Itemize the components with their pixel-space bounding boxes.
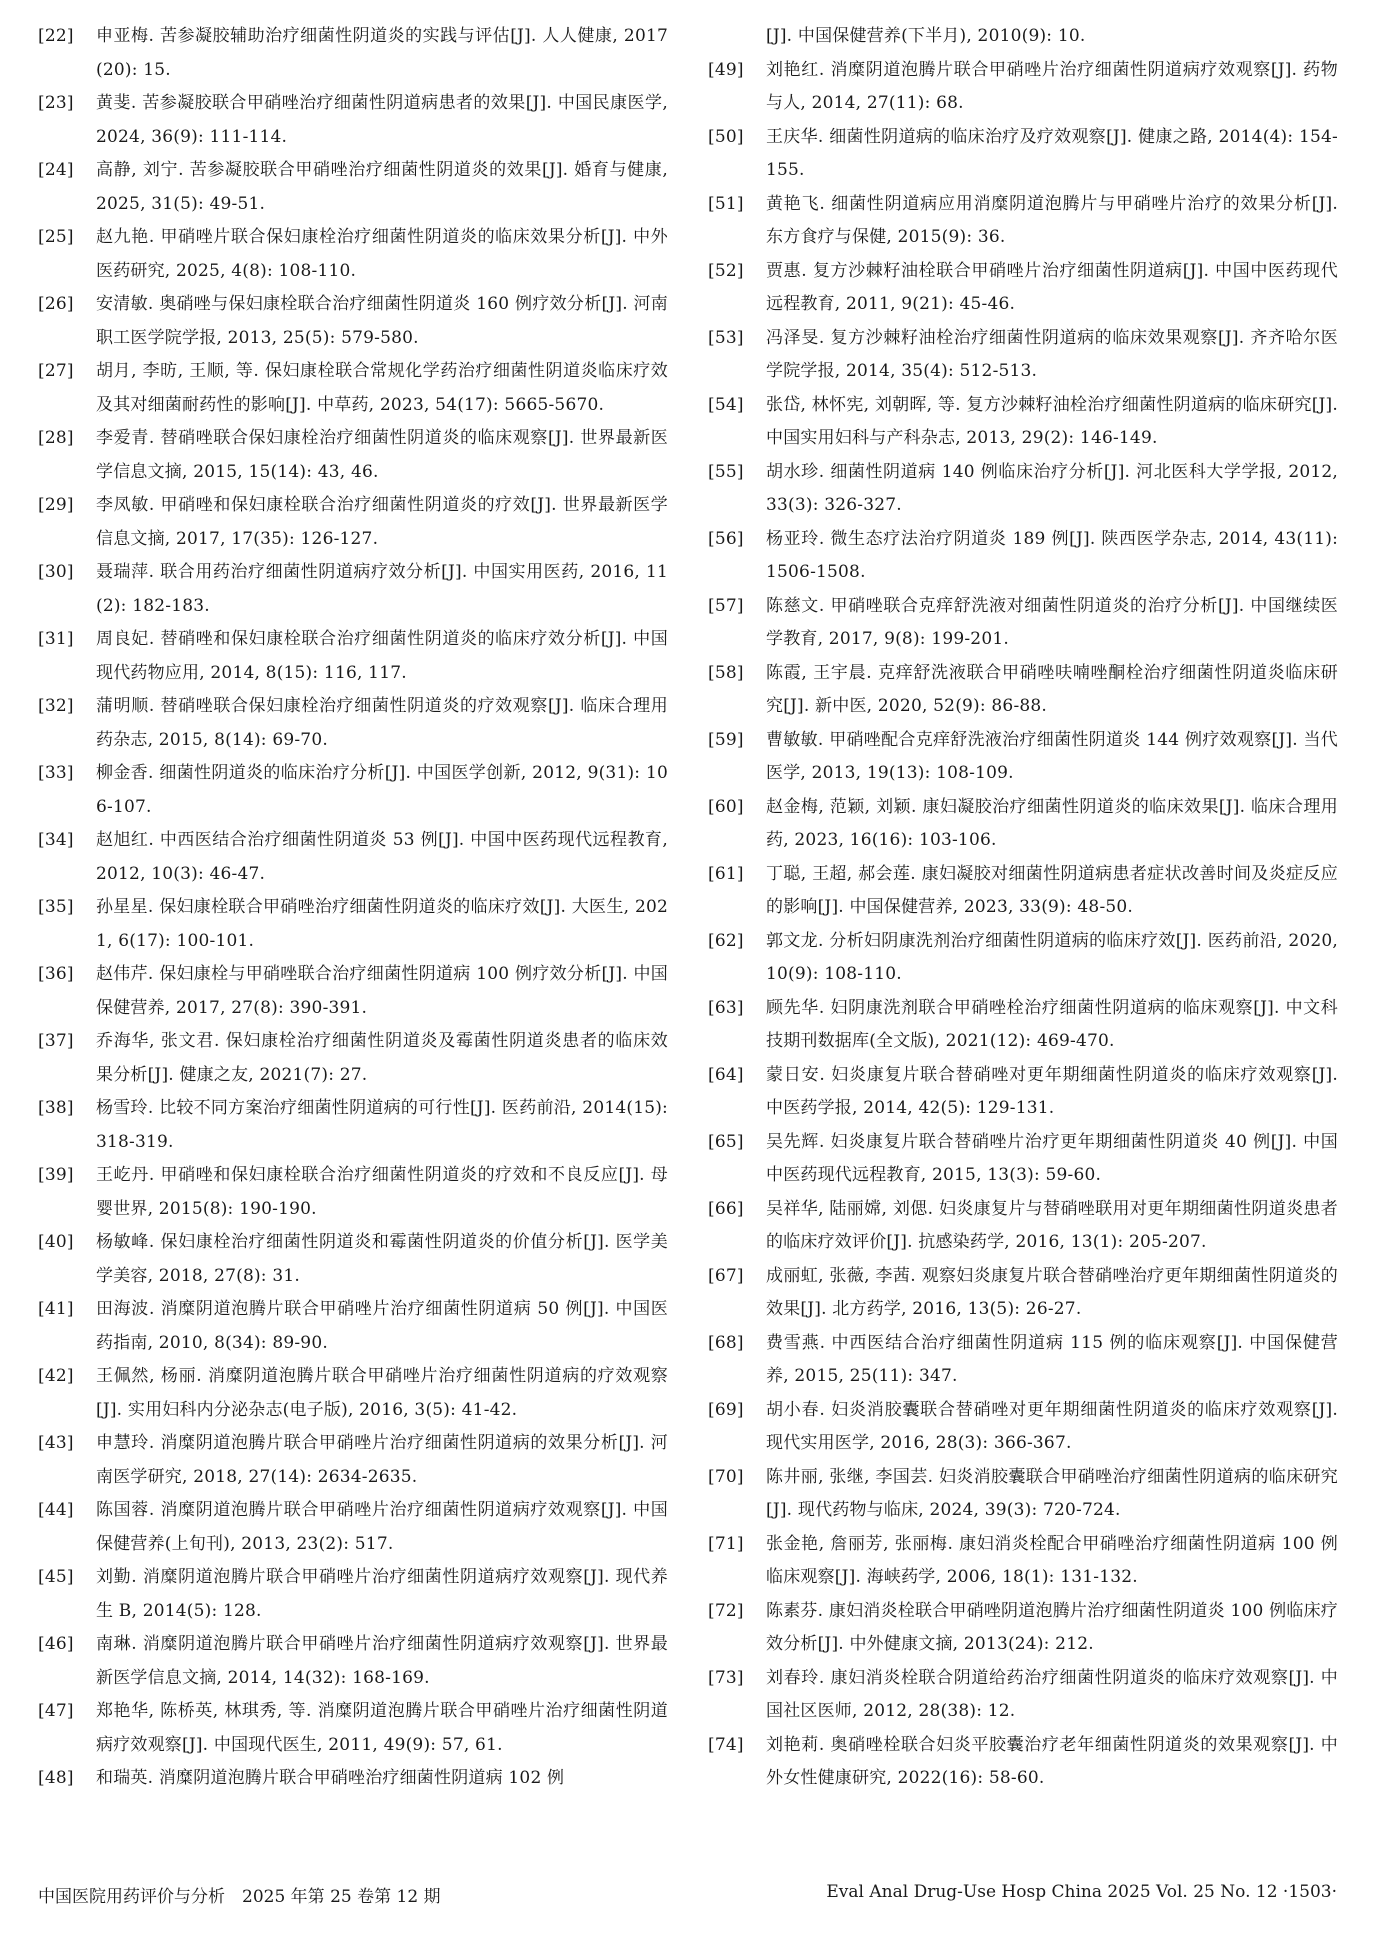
reference-number: [70] (708, 1466, 744, 1487)
reference-number: [56] (708, 528, 744, 549)
reference-number: [65] (708, 1131, 744, 1152)
reference-text: 黄艳飞. 细菌性阴道病应用消糜阴道泡腾片与甲硝唑片治疗的效果分析[J]. 东方食疗与保健, 2015(9): 36. (766, 193, 1338, 247)
reference-item (38, 824, 668, 891)
reference-text: 吴先辉. 妇炎康复片联合替硝唑片治疗更年期细菌性阴道炎 40 例[J]. 中国中医药现代远程教育, 2015, 13(3): 59-60. (766, 1131, 1338, 1185)
reference-number: [24] (38, 160, 74, 180)
reference-number: [40] (38, 1232, 74, 1252)
reference-number: [45] (38, 1567, 74, 1587)
reference-text: 王屹丹. 甲硝唑和保妇康栓联合治疗细菌性阴道炎的疗效和不良反应[J]. 母婴世界, 2015(8): 190-190. (96, 1165, 668, 1219)
reference-text: 李凤敏. 甲硝唑和保妇康栓联合治疗细菌性阴道炎的疗效[J]. 世界最新医学信息文摘, 2017, 17(35): 126-127. (96, 495, 668, 549)
reference-text: 和瑞英. 消糜阴道泡腾片联合甲硝唑治疗细菌性阴道病 102 例 (96, 1768, 565, 1788)
reference-text: 丁聪, 王超, 郝会莲. 康妇凝胶对细菌性阴道病患者症状改善时间及炎症反应的影响[J]. 中国保健营养, 2023, 33(9): 48-50. (766, 863, 1338, 917)
reference-item (38, 690, 668, 757)
reference-item (708, 1461, 1338, 1528)
reference-text: 赵金梅, 范颖, 刘颖. 康妇凝胶治疗细菌性阴道炎的临床效果[J]. 临床合理用药, 2023, 16(16): 103-106. (766, 796, 1338, 850)
reference-item (708, 188, 1338, 255)
reference-text: 李爱青. 替硝唑联合保妇康栓治疗细菌性阴道炎的临床观察[J]. 世界最新医学信息文摘, 2015, 15(14): 43, 46. (96, 428, 668, 482)
reference-text: 蒲明顺. 替硝唑联合保妇康栓治疗细菌性阴道炎的疗效观察[J]. 临床合理用药杂志, 2015, 8(14): 69-70. (96, 696, 668, 750)
reference-item (708, 389, 1338, 456)
reference-text: 陈霞, 王宇晨. 克痒舒洗液联合甲硝唑呋喃唑酮栓治疗细菌性阴道炎临床研究[J]. 新中医, 2020, 52(9): 86-88. (766, 662, 1338, 716)
reference-number: [33] (38, 763, 74, 783)
reference-number: [44] (38, 1500, 74, 1520)
reference-number: [47] (38, 1701, 74, 1721)
reference-number: [26] (38, 294, 74, 314)
reference-item (38, 87, 668, 154)
reference-text: 胡水珍. 细菌性阴道病 140 例临床治疗分析[J]. 河北医科大学学报, 2012, 33(3): 326-327. (766, 461, 1338, 515)
reference-item (708, 456, 1338, 523)
reference-item (708, 20, 1338, 54)
reference-number: [49] (708, 59, 744, 80)
reference-number: [37] (38, 1031, 74, 1051)
reference-item (708, 322, 1338, 389)
reference-text: 柳金香. 细菌性阴道炎的临床治疗分析[J]. 中国医学创新, 2012, 9(31): 106-107. (96, 763, 668, 817)
reference-text: 王佩然, 杨丽. 消糜阴道泡腾片联合甲硝唑片治疗细菌性阴道病的疗效观察[J]. 实用妇科内分泌杂志(电子版), 2016, 3(5): 41-42. (96, 1366, 668, 1420)
reference-text: 刘春玲. 康妇消炎栓联合阴道给药治疗细菌性阴道炎的临床疗效观察[J]. 中国社区医师, 2012, 28(38): 12. (766, 1667, 1338, 1721)
reference-item (708, 1729, 1338, 1796)
reference-text: 杨敏峰. 保妇康栓治疗细菌性阴道炎和霉菌性阴道炎的价值分析[J]. 医学美学美容, 2018, 27(8): 31. (96, 1232, 668, 1286)
reference-item (38, 1360, 668, 1427)
reference-text: 周良妃. 替硝唑和保妇康栓联合治疗细菌性阴道炎的临床疗效分析[J]. 中国现代药物应用, 2014, 8(15): 116, 117. (96, 629, 668, 683)
reference-item (38, 1762, 668, 1796)
reference-text: 田海波. 消糜阴道泡腾片联合甲硝唑片治疗细菌性阴道病 50 例[J]. 中国医药指南, 2010, 8(34): 89-90. (96, 1299, 668, 1353)
reference-number: [35] (38, 897, 74, 917)
reference-number: [28] (38, 428, 74, 448)
reference-text: 王庆华. 细菌性阴道病的临床治疗及疗效观察[J]. 健康之路, 2014(4): 154-155. (766, 126, 1338, 180)
reference-item (38, 891, 668, 958)
reference-text: 陈素芬. 康妇消炎栓联合甲硝唑阴道泡腾片治疗细菌性阴道炎 100 例临床疗效分析[J]. 中外健康文摘, 2013(24): 212. (766, 1600, 1338, 1654)
reference-item (38, 1561, 668, 1628)
reference-text: 蒙日安. 妇炎康复片联合替硝唑对更年期细菌性阴道炎的临床疗效观察[J]. 中医药学报, 2014, 42(5): 129-131. (766, 1064, 1338, 1118)
reference-item (38, 1159, 668, 1226)
reference-item (38, 623, 668, 690)
reference-item (38, 422, 668, 489)
reference-number: [38] (38, 1098, 74, 1118)
reference-item (708, 1193, 1338, 1260)
reference-item (38, 1025, 668, 1092)
reference-number: [32] (38, 696, 74, 716)
reference-text: 胡月, 李昉, 王顺, 等. 保妇康栓联合常规化学药治疗细菌性阴道炎临床疗效及其对细菌耐药性的影响[J]. 中草药, 2023, 54(17): 5665-5670. (96, 361, 668, 415)
journal-name-cn: 中国医院用药评价与分析 2025 年第 25 卷第 12 期 (38, 1887, 441, 1907)
reference-number: [23] (38, 93, 74, 113)
reference-number: [48] (38, 1768, 74, 1788)
reference-number: [66] (708, 1198, 744, 1219)
reference-item (38, 20, 668, 87)
reference-text: [J]. 中国保健营养(下半月), 2010(9): 10. (766, 26, 1086, 46)
reference-item (38, 1293, 668, 1360)
reference-text: 杨雪玲. 比较不同方案治疗细菌性阴道病的可行性[J]. 医药前沿, 2014(15): 318-319. (96, 1098, 668, 1152)
reference-text: 南琳. 消糜阴道泡腾片联合甲硝唑片治疗细菌性阴道病疗效观察[J]. 世界最新医学信息文摘, 2014, 14(32): 168-169. (96, 1634, 668, 1688)
reference-item (38, 221, 668, 288)
reference-number: [68] (708, 1332, 744, 1353)
reference-number: [36] (38, 964, 74, 984)
reference-item (708, 1126, 1338, 1193)
reference-item (708, 255, 1338, 322)
reference-text: 郑艳华, 陈桥英, 林琪秀, 等. 消糜阴道泡腾片联合甲硝唑片治疗细菌性阴道病疗效观察[J]. 中国现代医生, 2011, 49(9): 57, 61. (96, 1701, 668, 1755)
reference-number: [59] (708, 729, 744, 750)
reference-item (708, 1059, 1338, 1126)
reference-text: 聂瑞萍. 联合用药治疗细菌性阴道病疗效分析[J]. 中国实用医药, 2016, 11(2): 182-183. (96, 562, 668, 616)
reference-number: [53] (708, 327, 744, 348)
reference-item (708, 992, 1338, 1059)
reference-number: [52] (708, 260, 744, 281)
reference-number: [22] (38, 26, 74, 46)
reference-number: [30] (38, 562, 74, 582)
reference-text: 刘勤. 消糜阴道泡腾片联合甲硝唑片治疗细菌性阴道病疗效观察[J]. 现代养生 B, 2014(5): 128. (96, 1567, 668, 1621)
reference-number: [25] (38, 227, 74, 247)
reference-item (708, 1327, 1338, 1394)
reference-number: [63] (708, 997, 744, 1018)
reference-number: [31] (38, 629, 74, 649)
reference-item (708, 858, 1338, 925)
reference-text: 费雪燕. 中西医结合治疗细菌性阴道病 115 例的临床观察[J]. 中国保健营养, 2015, 25(11): 347. (766, 1332, 1338, 1386)
reference-number: [73] (708, 1667, 744, 1688)
reference-text: 贾惠. 复方沙棘籽油栓联合甲硝唑片治疗细菌性阴道病[J]. 中国中医药现代远程教育, 2011, 9(21): 45-46. (766, 260, 1338, 314)
reference-list-left (38, 20, 668, 1796)
reference-number: [29] (38, 495, 74, 515)
page-footer (38, 1882, 1337, 1912)
reference-item (708, 1528, 1338, 1595)
reference-number: [46] (38, 1634, 74, 1654)
reference-list-right (708, 20, 1338, 1796)
reference-text: 陈国蓉. 消糜阴道泡腾片联合甲硝唑片治疗细菌性阴道病疗效观察[J]. 中国保健营养(上旬刊), 2013, 23(2): 517. (96, 1500, 668, 1554)
reference-text: 刘艳莉. 奥硝唑栓联合妇炎平胶囊治疗老年细菌性阴道炎的效果观察[J]. 中外女性健康研究, 2022(16): 58-60. (766, 1734, 1338, 1788)
reference-text: 乔海华, 张文君. 保妇康栓治疗细菌性阴道炎及霉菌性阴道炎患者的临床效果分析[J]. 健康之友, 2021(7): 27. (96, 1031, 668, 1085)
reference-text: 赵旭红. 中西医结合治疗细菌性阴道炎 53 例[J]. 中国中医药现代远程教育, 2012, 10(3): 46-47. (96, 830, 668, 884)
reference-number: [55] (708, 461, 744, 482)
reference-item (38, 556, 668, 623)
reference-item (708, 657, 1338, 724)
reference-item (708, 1595, 1338, 1662)
reference-item (708, 590, 1338, 657)
reference-number: [72] (708, 1600, 744, 1621)
reference-number: [34] (38, 830, 74, 850)
reference-item (38, 489, 668, 556)
reference-text: 赵九艳. 甲硝唑片联合保妇康栓治疗细菌性阴道炎的临床效果分析[J]. 中外医药研究, 2025, 4(8): 108-110. (96, 227, 668, 281)
reference-item (38, 1494, 668, 1561)
reference-text: 成丽虹, 张薇, 李茜. 观察妇炎康复片联合替硝唑治疗更年期细菌性阴道炎的效果[J]. 北方药学, 2016, 13(5): 26-27. (766, 1265, 1338, 1319)
reference-number: [69] (708, 1399, 744, 1420)
reference-item (708, 724, 1338, 791)
reference-item (38, 1427, 668, 1494)
reference-item (38, 1695, 668, 1762)
reference-text: 高静, 刘宁. 苦参凝胶联合甲硝唑治疗细菌性阴道炎的效果[J]. 婚育与健康, 2025, 31(5): 49-51. (96, 160, 668, 214)
reference-item (708, 1662, 1338, 1729)
reference-text: 陈井丽, 张继, 李国芸. 妇炎消胶囊联合甲硝唑治疗细菌性阴道病的临床研究[J]. 现代药物与临床, 2024, 39(3): 720-724. (766, 1466, 1338, 1520)
reference-item (38, 1226, 668, 1293)
reference-item (38, 154, 668, 221)
reference-item (708, 791, 1338, 858)
reference-number: [42] (38, 1366, 74, 1386)
reference-number: [54] (708, 394, 744, 415)
reference-text: 杨亚玲. 微生态疗法治疗阴道炎 189 例[J]. 陕西医学杂志, 2014, 43(11): 1506-1508. (766, 528, 1338, 582)
reference-number: [62] (708, 930, 744, 951)
reference-item (708, 1394, 1338, 1461)
reference-text: 郭文龙. 分析妇阴康洗剂治疗细菌性阴道病的临床疗效[J]. 医药前沿, 2020, 10(9): 108-110. (766, 930, 1338, 984)
reference-number: [60] (708, 796, 744, 817)
reference-number: [27] (38, 361, 74, 381)
reference-number: [58] (708, 662, 744, 683)
reference-text: 申慧玲. 消糜阴道泡腾片联合甲硝唑片治疗细菌性阴道病的效果分析[J]. 河南医学研究, 2018, 27(14): 2634-2635. (96, 1433, 668, 1487)
reference-number: [39] (38, 1165, 74, 1185)
reference-text: 张金艳, 詹丽芳, 张丽梅. 康妇消炎栓配合甲硝唑治疗细菌性阴道病 100 例临床观察[J]. 海峡药学, 2006, 18(1): 131-132. (766, 1533, 1338, 1587)
reference-item (708, 121, 1338, 188)
reference-text: 孙星星. 保妇康栓联合甲硝唑治疗细菌性阴道炎的临床疗效[J]. 大医生, 2021, 6(17): 100-101. (96, 897, 668, 951)
reference-number: [74] (708, 1734, 744, 1755)
reference-text: 安清敏. 奥硝唑与保妇康栓联合治疗细菌性阴道炎 160 例疗效分析[J]. 河南职工医学院学报, 2013, 25(5): 579-580. (96, 294, 668, 348)
reference-text: 刘艳红. 消糜阴道泡腾片联合甲硝唑片治疗细菌性阴道病疗效观察[J]. 药物与人, 2014, 27(11): 68. (766, 59, 1338, 113)
reference-item (708, 523, 1338, 590)
reference-item (38, 288, 668, 355)
reference-item (38, 757, 668, 824)
journal-name-en: Eval Anal Drug-Use Hosp China 2025 Vol. 25 No. 12 ·1503· (826, 1882, 1337, 1902)
reference-number: [51] (708, 193, 744, 214)
reference-text: 曹敏敏. 甲硝唑配合克痒舒洗液治疗细菌性阴道炎 144 例疗效观察[J]. 当代医学, 2013, 19(13): 108-109. (766, 729, 1338, 783)
reference-number: [71] (708, 1533, 744, 1554)
reference-text: 胡小春. 妇炎消胶囊联合替硝唑对更年期细菌性阴道炎的临床疗效观察[J]. 现代实用医学, 2016, 28(3): 366-367. (766, 1399, 1338, 1453)
reference-number: [50] (708, 126, 744, 147)
reference-item (38, 355, 668, 422)
reference-text: 申亚梅. 苦参凝胶辅助治疗细菌性阴道炎的实践与评估[J]. 人人健康, 2017(20): 15. (96, 26, 668, 80)
reference-number: [41] (38, 1299, 74, 1319)
reference-item (708, 54, 1338, 121)
reference-item (38, 1628, 668, 1695)
reference-item (38, 1092, 668, 1159)
reference-text: 张岱, 林怀宪, 刘朝晖, 等. 复方沙棘籽油栓治疗细菌性阴道病的临床研究[J]. 中国实用妇科与产科杂志, 2013, 29(2): 146-149. (766, 394, 1338, 448)
reference-item (708, 1260, 1338, 1327)
reference-number: [67] (708, 1265, 744, 1286)
reference-item (38, 958, 668, 1025)
reference-number: [61] (708, 863, 744, 884)
reference-item (708, 925, 1338, 992)
reference-text: 黄斐. 苦参凝胶联合甲硝唑治疗细菌性阴道病患者的效果[J]. 中国民康医学, 2024, 36(9): 111-114. (96, 93, 668, 147)
reference-number: [43] (38, 1433, 74, 1453)
reference-number: [57] (708, 595, 744, 616)
reference-text: 陈慈文. 甲硝唑联合克痒舒洗液对细菌性阴道炎的治疗分析[J]. 中国继续医学教育, 2017, 9(8): 199-201. (766, 595, 1338, 649)
reference-text: 赵伟芹. 保妇康栓与甲硝唑联合治疗细菌性阴道病 100 例疗效分析[J]. 中国保健营养, 2017, 27(8): 390-391. (96, 964, 668, 1018)
reference-text: 顾先华. 妇阴康洗剂联合甲硝唑栓治疗细菌性阴道病的临床观察[J]. 中文科技期刊数据库(全文版), 2021(12): 469-470. (766, 997, 1338, 1051)
reference-number: [64] (708, 1064, 744, 1085)
reference-text: 吴祥华, 陆丽嫦, 刘偲. 妇炎康复片与替硝唑联用对更年期细菌性阴道炎患者的临床疗效评价[J]. 抗感染药学, 2016, 13(1): 205-207. (766, 1198, 1338, 1252)
reference-text: 冯泽旻. 复方沙棘籽油栓治疗细菌性阴道病的临床效果观察[J]. 齐齐哈尔医学院学报, 2014, 35(4): 512-513. (766, 327, 1338, 381)
